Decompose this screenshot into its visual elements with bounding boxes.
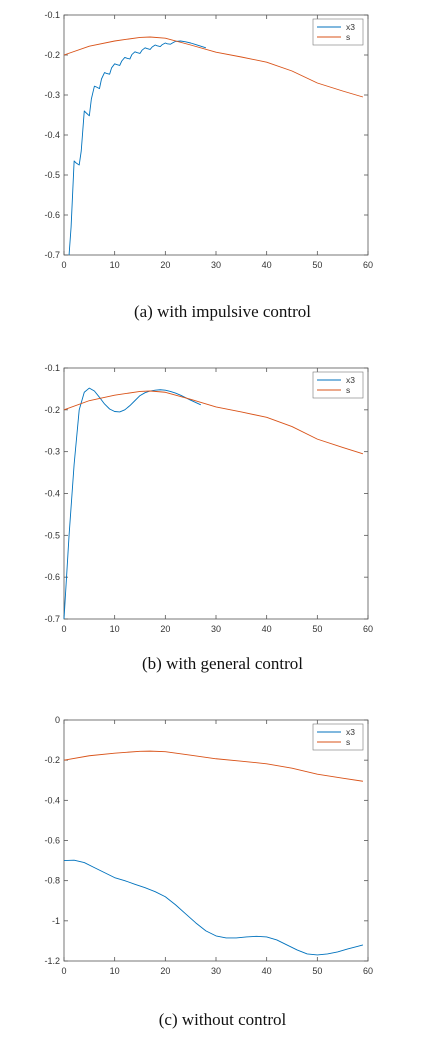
y-tick-label: -0.3 — [44, 446, 60, 457]
legend-box — [313, 724, 363, 750]
x-tick-label: 40 — [261, 624, 272, 634]
y-tick-label: 0 — [54, 715, 60, 725]
legend-label-s: s — [346, 385, 351, 395]
x-tick-label: 30 — [210, 624, 222, 634]
x-tick-label: 0 — [61, 624, 67, 634]
caption-a: (a) with impulsive control — [133, 302, 312, 321]
legend-label-x3: x3 — [346, 375, 355, 385]
y-tick-label: -0.1 — [44, 363, 60, 373]
line-chart-a — [0, 0, 445, 290]
x-tick-label: 0 — [61, 260, 67, 270]
y-tick-label: -0.4 — [44, 795, 60, 806]
y-tick-label: -0.3 — [44, 90, 60, 100]
x-tick-label: 10 — [109, 966, 120, 976]
line-chart-c — [0, 705, 445, 995]
y-tick-label: -0.8 — [44, 875, 60, 886]
y-tick-label: -1.2 — [44, 956, 60, 966]
y-tick-label: -0.6 — [44, 835, 60, 846]
x-tick-label: 60 — [362, 260, 374, 270]
x-tick-label: 10 — [109, 260, 120, 270]
y-tick-label: -0.5 — [44, 530, 60, 541]
y-tick-label: -0.7 — [44, 250, 60, 260]
y-tick-label: -0.2 — [44, 50, 60, 60]
caption-c: (c) without control — [158, 1010, 287, 1029]
y-tick-label: -0.2 — [44, 755, 60, 766]
plot-area — [64, 368, 368, 619]
y-tick-label: -0.1 — [44, 10, 60, 20]
legend-box — [313, 372, 363, 398]
y-tick-label: -0.2 — [44, 404, 60, 415]
x-tick-label: 40 — [261, 260, 272, 270]
legend-label-s: s — [346, 32, 351, 42]
x-tick-label: 0 — [61, 966, 67, 976]
x-tick-label: 20 — [160, 260, 171, 270]
y-tick-label: -0.4 — [44, 130, 60, 140]
line-chart-b — [0, 353, 445, 643]
legend-label-x3: x3 — [346, 727, 355, 737]
y-tick-label: -1 — [51, 915, 60, 926]
chart-panel-b — [0, 353, 445, 683]
x-tick-label: 60 — [362, 624, 374, 634]
x-tick-label: 20 — [160, 966, 171, 976]
y-tick-label: -0.5 — [44, 170, 60, 180]
x-tick-label: 60 — [362, 966, 374, 976]
x-tick-label: 50 — [312, 624, 323, 634]
y-tick-label: -0.6 — [44, 210, 60, 220]
y-tick-label: -0.6 — [44, 572, 60, 583]
legend-label-s: s — [346, 737, 351, 747]
x-tick-label: 50 — [312, 260, 323, 270]
chart-panel-a — [0, 0, 445, 330]
x-tick-label: 30 — [210, 260, 222, 270]
legend-box — [313, 19, 363, 45]
legend-label-x3: x3 — [346, 22, 355, 32]
y-tick-label: -0.7 — [44, 614, 60, 624]
caption-b: (b) with general control — [142, 654, 303, 673]
x-tick-label: 50 — [312, 966, 323, 976]
x-tick-label: 10 — [109, 624, 120, 634]
chart-panel-c — [0, 705, 445, 1043]
x-tick-label: 20 — [160, 624, 171, 634]
y-tick-label: -0.4 — [44, 488, 60, 499]
plot-area — [64, 15, 368, 255]
x-tick-label: 30 — [210, 966, 222, 976]
x-tick-label: 40 — [261, 966, 272, 976]
plot-area — [64, 720, 368, 961]
